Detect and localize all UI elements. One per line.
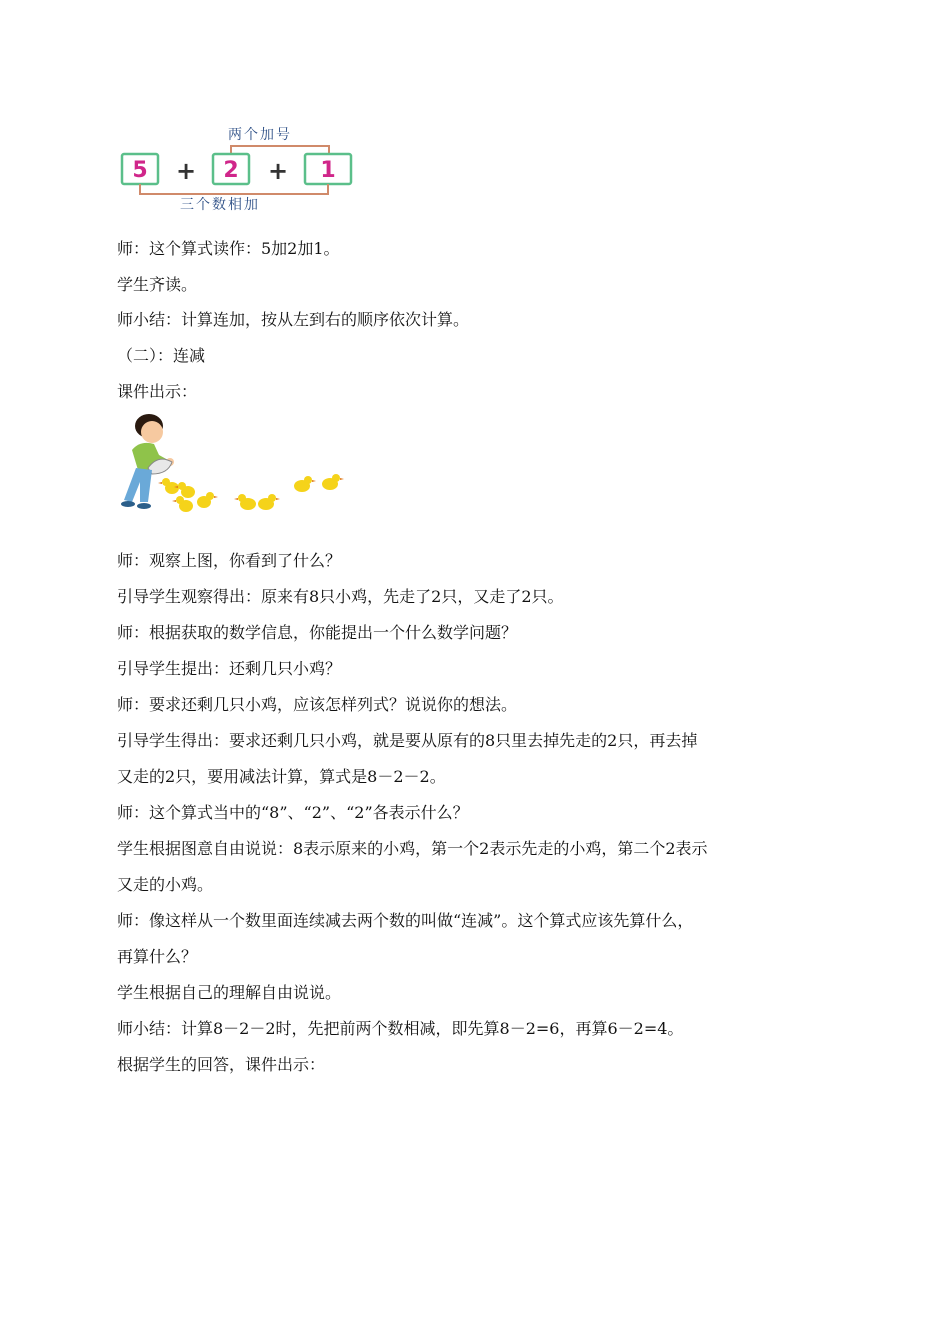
text-line-15: 又走的小鸡。 [117,875,214,894]
text-line-13: 师：这个算式当中的“8”、“2”、“2”各表示什么？ [117,803,469,822]
number-1: 5 [132,158,148,183]
text-line-19: 师小结：计算8－2－2时，先把前两个数相减，即先算8－2=6，再算6－2=4。 [117,1019,684,1038]
number-3: 1 [320,158,336,183]
text-line-18: 学生根据自己的理解自由说说。 [117,983,342,1002]
text-line-14: 学生根据图意自由说说：8表示原来的小鸡，第一个2表示先走的小鸡，第二个2表示 [117,839,708,858]
bottom-label: 三个数相加 [180,197,260,213]
number-box-2 [213,154,249,184]
top-label: 两个加号 [228,127,292,143]
chick-group-1 [162,478,214,512]
text-line-11: 引导学生得出：要求还剩几只小鸡，就是要从原有的8只里去掉先走的2只，再去掉 [117,731,698,750]
text-line-7: 引导学生观察得出：原来有8只小鸡，先走了2只，又走了2只。 [117,587,564,606]
text-line-16: 师：像这样从一个数里面连续减去两个数的叫做“连减”。这个算式应该先算什么， [117,911,694,930]
text-line-20: 根据学生的回答，课件出示： [117,1055,326,1074]
chick-group-2 [238,494,276,510]
number-box-1 [122,154,158,184]
number-2: 2 [223,158,239,183]
text-line-2: 学生齐读。 [117,275,198,294]
text-line-8: 师：根据获取的数学信息，你能提出一个什么数学问题？ [117,623,518,642]
bottom-bracket [140,184,328,194]
boy-figure [121,414,174,509]
text-line-10: 师：要求还剩几只小鸡，应该怎样列式？说说你的想法。 [117,695,518,714]
addition-equation-diagram [116,120,366,215]
text-line-5: 课件出示： [117,382,198,401]
text-line-9: 引导学生提出：还剩几只小鸡？ [117,659,342,678]
plus-operator-2: + [267,157,289,185]
chick-group-3 [294,474,340,492]
text-line-3: 师小结：计算连加，按从左到右的顺序依次计算。 [117,310,470,329]
number-box-3 [305,154,351,184]
plus-operator-1: + [175,157,197,185]
text-line-12: 又走的2只，要用减法计算，算式是8－2－2。 [117,767,446,786]
boy-and-chicks-illustration [112,410,352,520]
section-heading: （二）：连减 [117,346,206,365]
text-line-1: 师：这个算式读作：5加2加1。 [117,239,340,258]
text-line-17: 再算什么？ [117,947,198,966]
text-line-6: 师：观察上图，你看到了什么？ [117,551,342,570]
